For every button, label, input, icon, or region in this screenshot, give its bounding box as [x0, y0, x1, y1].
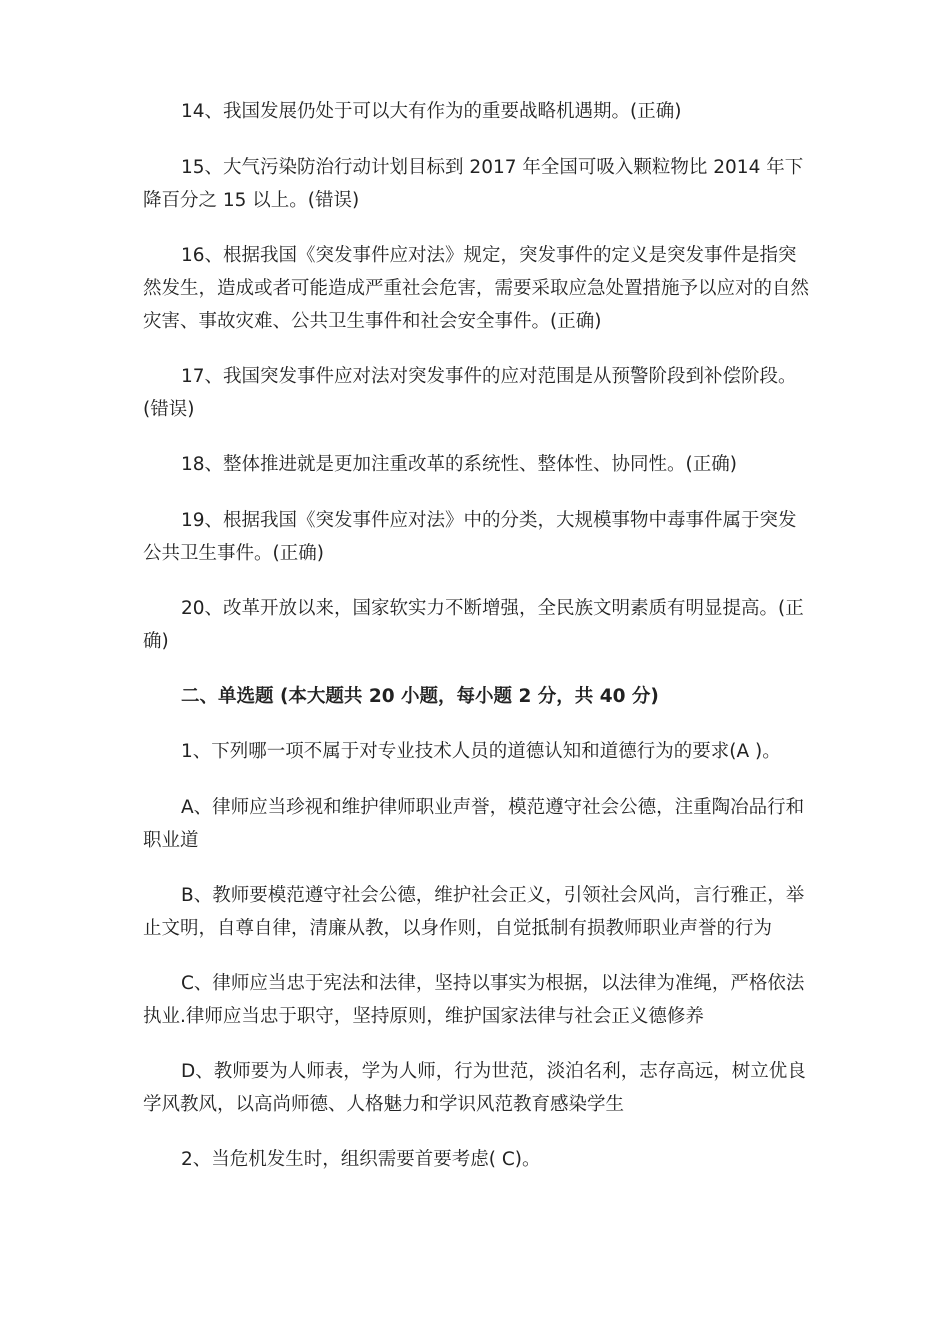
question-1: 1、下列哪一项不属于对专业技术人员的道德认知和道德行为的要求(A )。 [181, 741, 781, 762]
question-1-option-c: C、律师应当忠于宪法和法律，坚持以事实为根据，以法律为准绳，严格依法执业.律师应当忠于职守，坚持原则，维护国家法律与社会正义德修养 [143, 973, 805, 1027]
paragraph-item-17: 17、我国突发事件应对法对突发事件的应对范围是从预警阶段到补偿阶段。(错误) [143, 366, 797, 420]
question-1-option-b: B、教师要模范遵守社会公德，维护社会正义，引领社会风尚，言行雅正，举止文明，自尊自律，清廉从教，以身作则，自觉抵制有损教师职业声誉的行为 [143, 885, 805, 939]
question-1-option-d: D、教师要为人师表，学为人师，行为世范，淡泊名利，志存高远，树立优良学风教风，以高尚师德、人格魅力和学识风范教育感染学生 [143, 1061, 806, 1115]
paragraph-item-14: 14、我国发展仍处于可以大有作为的重要战略机遇期。(正确) [181, 101, 682, 122]
paragraph-item-16: 16、根据我国《突发事件应对法》规定，突发事件的定义是突发事件是指突然发生，造成或者可能造成严重社会危害，需要采取应急处置措施予以应对的自然灾害、事故灾难、公共卫生事件和社会安全事件。(正确) [143, 245, 810, 332]
paragraph-item-19: 19、根据我国《突发事件应对法》中的分类，大规模事物中毒事件属于突发公共卫生事件。(正确) [143, 510, 797, 564]
question-1-option-a: A、律师应当珍视和维护律师职业声誉，模范遵守社会公德，注重陶冶品行和职业道 [143, 797, 805, 851]
paragraph-item-15: 15、大气污染防治行动计划目标到 2017 年全国可吸入颗粒物比 2014 年下降百分之 15 以上。(错误) [143, 157, 804, 211]
question-2: 2、当危机发生时，组织需要首要考虑( C)。 [181, 1149, 541, 1170]
section-heading: 二、单选题 (本大题共 20 小题，每小题 2 分，共 40 分) [181, 686, 659, 707]
paragraph-item-20: 20、改革开放以来，国家软实力不断增强，全民族文明素质有明显提高。(正确) [143, 598, 804, 652]
paragraph-item-18: 18、整体推进就是更加注重改革的系统性、整体性、协同性。(正确) [181, 454, 737, 475]
